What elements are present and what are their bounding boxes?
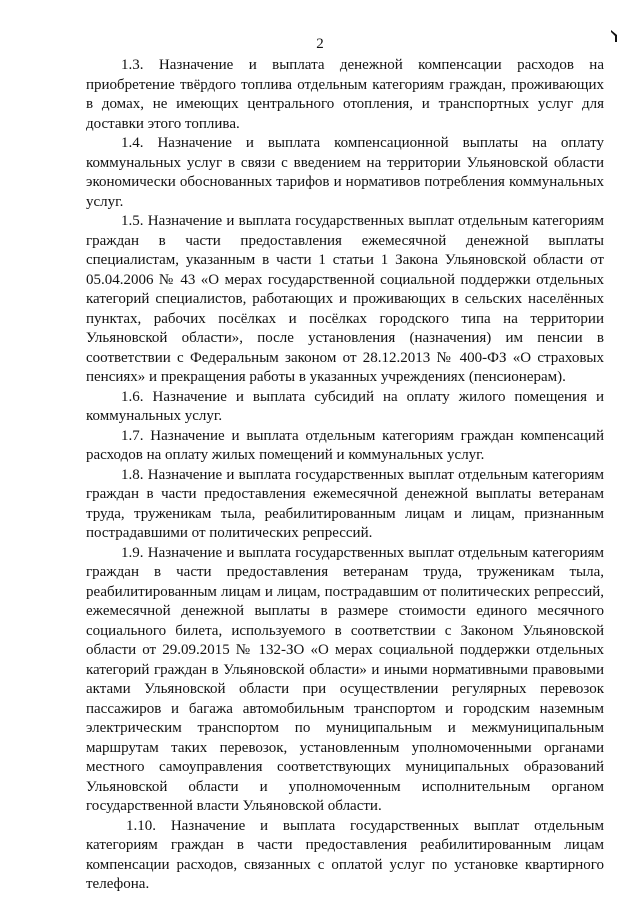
corner-mark-icon <box>610 30 618 42</box>
paragraph-1-9: 1.9. Назначение и выплата государственных выплат отдельным категориям граждан в части предоставления ветеранам труда, труженикам тыла, реабилитированным лицам и лицам, пострадавшим от политических репрессий, ежемесячной денежной выплаты в размере стоимости единого месячного социального билета, используемого в соответствии с Законом Ульяновской области от 29.09.2015 № 132-ЗО «О мерах социальной поддержки отдельных категорий граждан в Ульяновской области» и иными нормативными правовыми актами Ульяновской области при осуществлении регулярных перевозок пассажиров и багажа автомобильным транспортом и городским наземным электрическим транспортом по муниципальным и межмуниципальным маршрутам таких перевозок, установленным уполномоченными органами местного самоуправления соответствующих муниципальных образований Ульяновской области и уполномоченным исполнительным органом государственной власти Ульяновской области. <box>86 544 604 814</box>
paragraph-1-4: 1.4. Назначение и выплата компенсационной выплаты на оплату коммунальных услуг в связи с введением на территории Ульяновской области экономически обоснованных тарифов и нормативов потребления коммунальных услуг. <box>86 135 604 210</box>
document-body <box>86 56 604 895</box>
page-number: 2 <box>316 36 324 52</box>
paragraph-1-5: 1.5. Назначение и выплата государственных выплат отдельным категориям граждан в части предоставления ежемесячной денежной выплаты специалистам, указанным в части 1 статьи 1 Закона Ульяновской области от 05.04.2006 № 43 «О мерах государственной социальной поддержки отдельных категорий специалистов, работающих и проживающих в сельских населённых пунктах, рабочих посёлках и посёлках городского типа на территории Ульяновской области», после установления (назначения) им пенсии в соответствии с Федеральным законом от 28.12.2013 № 400-ФЗ «О страховых пенсиях» и прекращения работы в указанных учреждениях (пенсионерам). <box>86 213 604 385</box>
paragraph-1-6: 1.6. Назначение и выплата субсидий на оплату жилого помещения и коммунальных услуг. <box>86 388 604 424</box>
paragraph-1-7: 1.7. Назначение и выплата отдельным категориям граждан компенсаций расходов на оплату жилых помещений и коммунальных услуг. <box>86 427 604 463</box>
paragraph-1-8: 1.8. Назначение и выплата государственных выплат отдельным категориям граждан в части предоставления ежемесячной денежной выплаты ветеранам труда, труженикам тыла, реабилитированным лицам и лицам, признанным пострадавшими от политических репрессий. <box>86 466 604 541</box>
paragraph-1-10: 1.10. Назначение и выплата государственных выплат отдельным категориям граждан в части предоставления реабилитированным лицам компенсации расходов, связанных с оплатой услуг по установке квартирного телефона. <box>86 817 604 892</box>
paragraph-1-3: 1.3. Назначение и выплата денежной компенсации расходов на приобретение твёрдого топлива отдельным категориям граждан, проживающих в домах, не имеющих центрального отопления, и транспортных услуг для доставки этого топлива. <box>86 57 604 132</box>
